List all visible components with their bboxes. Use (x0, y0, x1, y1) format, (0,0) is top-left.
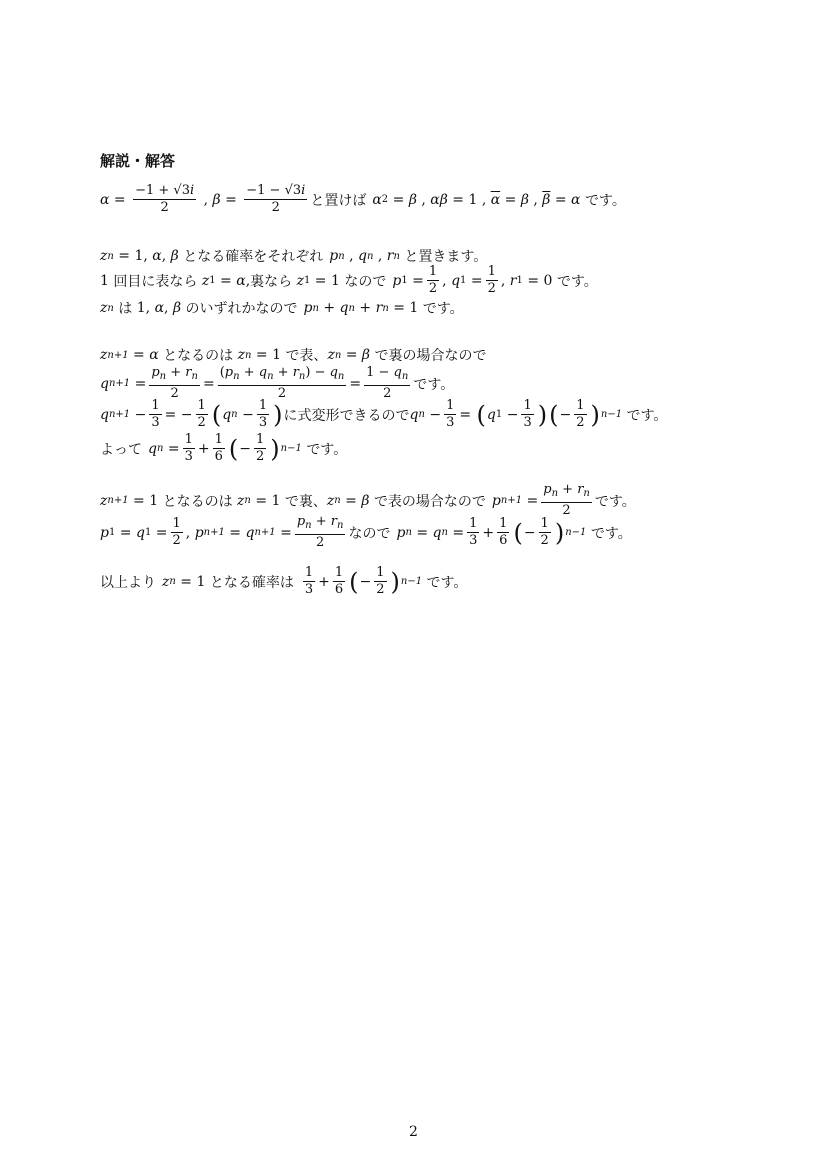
text-l5-1: となるのは (163, 348, 234, 364)
page-number: 2 (409, 1124, 418, 1140)
text-l3-1: 回目に表なら (113, 273, 198, 290)
text-l7-1: に式変形できるので (283, 407, 410, 424)
text-l9-2: で裏、 (284, 493, 327, 510)
text-l11-2: となる確率は (209, 574, 294, 591)
line-one-case: z n+1 = 1 となるのは z n = 1 で裏、 z n = β で表の場合なので p n+1 = $\frac{p_n + r_n}{2}$ です。 (100, 482, 636, 518)
text-l9-3: で表の場合なので (373, 493, 486, 510)
line-conclusion: 以上より z n = 1 となる確率は $\frac{1}{3}$ + $\frac{1}{6}$ ( − $\frac{1}{2}$ ) n−1 です。 (100, 565, 468, 597)
line-p-result: p 1 = q 1 = $\frac{1}{2}$ , p n+1 = q n+1 = $\frac{p_n + r_n}{2}$ なので p n = q n = $\frac{1}{3}$ + $\frac{1}{6}$ ( − $\frac{1}{2}$ ) n−1 です。 (100, 514, 632, 550)
fraction-beta: $\frac{-1 - √3i}{2}$ (246, 183, 306, 215)
line-q-recurrence: q n+1 = $\frac{p_n + r_n}{2}$ = $\frac{(p_n + q_n + r_n) - q_n}{2}$ = $\frac{1 - q_n}{2}$ です。 (100, 365, 455, 401)
text-l8-1: よって (100, 441, 142, 458)
line-transform: q n+1 − $\frac{1}{3}$ = − $\frac{1}{2}$ ( q n − $\frac{1}{3}$ ) に式変形できるので q n − $\frac{1}{3}$ = ( q 1 − $\frac{1}{3}$ ) ( − $\frac{1}{2}$ ) n−1 です。 (100, 398, 668, 430)
text-l3-2: 裏なら (250, 273, 293, 290)
line-definitions: α = $\frac{-1 + √3i}{2}$ , β = $\frac{-1 - √3i}{2}$ と置けば α 2 = β , αβ = 1 , $\overline{\alpha}$ = β , $\overline{\beta}$ = α です。 (100, 183, 626, 215)
text-l5-2: で表、 (285, 348, 328, 364)
text-l11-1: 以上より (100, 574, 156, 591)
text-l8-2: です。 (306, 441, 348, 458)
line-alpha-case: z n+1 = α となるのは z n = 1 で表、 z n = β で裏の場合なので (100, 347, 487, 364)
text-l5-3: で裏の場合なので (374, 348, 487, 364)
text-l4-3: です。 (422, 301, 464, 317)
section-heading: 解説・解答 (100, 152, 176, 170)
text-l9-4: です。 (594, 493, 636, 510)
line-q-result: よって q n = $\frac{1}{3}$ + $\frac{1}{6}$ ( − $\frac{1}{2}$ ) n−1 です。 (100, 432, 348, 464)
text-l1-1: と置けば (310, 192, 367, 209)
text-l2-1: となる確率をそれぞれ (183, 249, 324, 265)
line-probabilities: z n = 1, α , β となる確率をそれぞれ p n , q n , r n と置きます。 (100, 248, 488, 265)
fraction-alpha: $\frac{-1 + √3i}{2}$ (135, 183, 195, 215)
text-l10-2: です。 (590, 525, 632, 542)
text-l1-2: です。 (584, 192, 626, 209)
line-sum: z n は 1, α , β のいずれかなので p n + q n + r n = 1 です。 (100, 300, 464, 317)
text-l11-3: です。 (426, 574, 468, 591)
text-l6-1: です。 (413, 376, 455, 393)
text-l3-3: なので (344, 273, 387, 290)
text-l4-1: は (118, 301, 133, 317)
text-l9-1: となるのは (162, 493, 233, 510)
text-l10-1: なので (348, 525, 391, 542)
text-l4-2: のいずれかなので (185, 301, 298, 317)
text-l7-2: です。 (626, 407, 668, 424)
text-l2-2: と置きます。 (404, 249, 488, 265)
line-first-toss: 1 回目に表なら z 1 = α , 裏なら z 1 = 1 なので p 1 = $\frac{1}{2}$ , q 1 = $\frac{1}{2}$ , r 1 = 0 です。 (100, 264, 598, 296)
text-l3-4: です。 (556, 273, 598, 290)
